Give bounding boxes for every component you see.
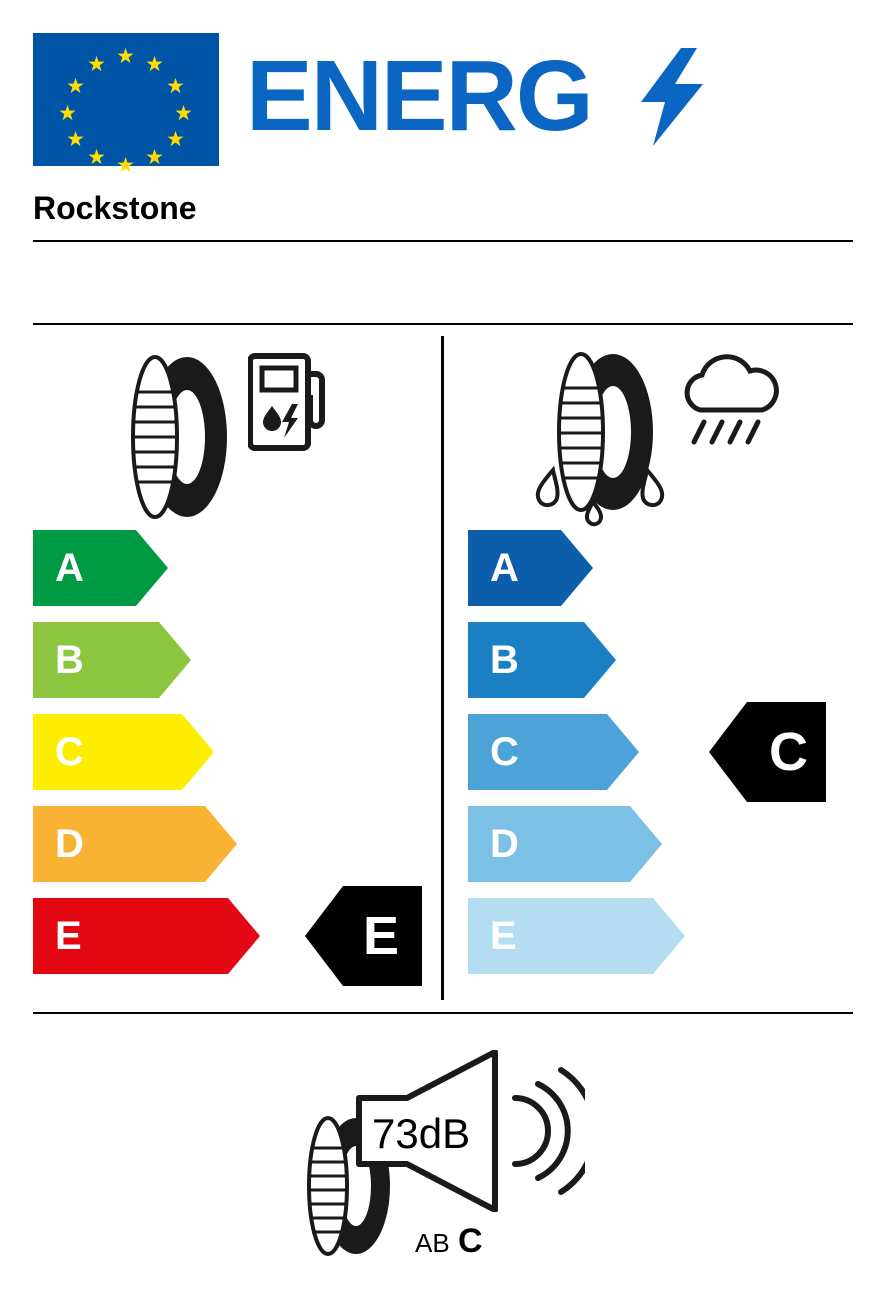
grade-letter: D — [55, 822, 84, 866]
tyre-icon — [535, 352, 665, 527]
noise-class-muted: AB — [415, 1228, 450, 1258]
eu-star: ★ — [145, 53, 164, 76]
grade-letter: D — [490, 822, 519, 866]
eu-star: ★ — [58, 102, 77, 125]
grade-letter: B — [490, 638, 519, 682]
eu-star: ★ — [116, 45, 135, 68]
eu-star: ★ — [87, 146, 106, 169]
eu-star: ★ — [87, 53, 106, 76]
grade-row — [33, 806, 278, 882]
fuel-pump-icon — [248, 352, 326, 452]
energy-wordmark: ENERG — [246, 40, 592, 152]
grade-letter: B — [55, 638, 84, 682]
eu-star: ★ — [174, 102, 193, 125]
grade-row — [33, 622, 228, 698]
grade-letter: C — [55, 730, 84, 774]
wet-grip-result-badge — [709, 702, 826, 802]
tyre-icon — [125, 352, 240, 522]
noise-class-active: C — [458, 1222, 483, 1260]
noise-value: 73dB — [372, 1110, 471, 1157]
eu-flag-icon — [33, 33, 219, 177]
grade-letter: A — [55, 546, 84, 590]
grade-letter: E — [55, 914, 82, 958]
eu-star: ★ — [166, 128, 185, 151]
lightning-bolt-icon — [641, 48, 703, 146]
grade-letter: A — [490, 546, 519, 590]
rain-cloud-icon — [676, 352, 786, 462]
wet-grip-result-letter: C — [769, 722, 808, 782]
grade-row — [468, 530, 628, 606]
grade-letter: C — [490, 730, 519, 774]
fuel-result-badge — [305, 886, 422, 986]
divider-middle — [33, 323, 853, 325]
eu-star: ★ — [166, 75, 185, 98]
grade-row — [468, 898, 726, 974]
eu-star: ★ — [66, 128, 85, 151]
grade-row — [33, 530, 203, 606]
grade-row — [33, 898, 301, 974]
divider-top — [33, 240, 853, 242]
grade-row — [468, 714, 678, 790]
fuel-result-letter: E — [363, 906, 400, 966]
divider-bottom — [33, 1012, 853, 1014]
eu-star: ★ — [145, 146, 164, 169]
grade-row — [468, 806, 703, 882]
brand-name: Rockstone — [33, 190, 197, 226]
eu-star: ★ — [116, 154, 135, 177]
grade-letter: E — [490, 914, 517, 958]
grade-row — [33, 714, 253, 790]
eu-star: ★ — [66, 75, 85, 98]
grade-row — [468, 622, 653, 698]
divider-vertical — [441, 336, 444, 1000]
